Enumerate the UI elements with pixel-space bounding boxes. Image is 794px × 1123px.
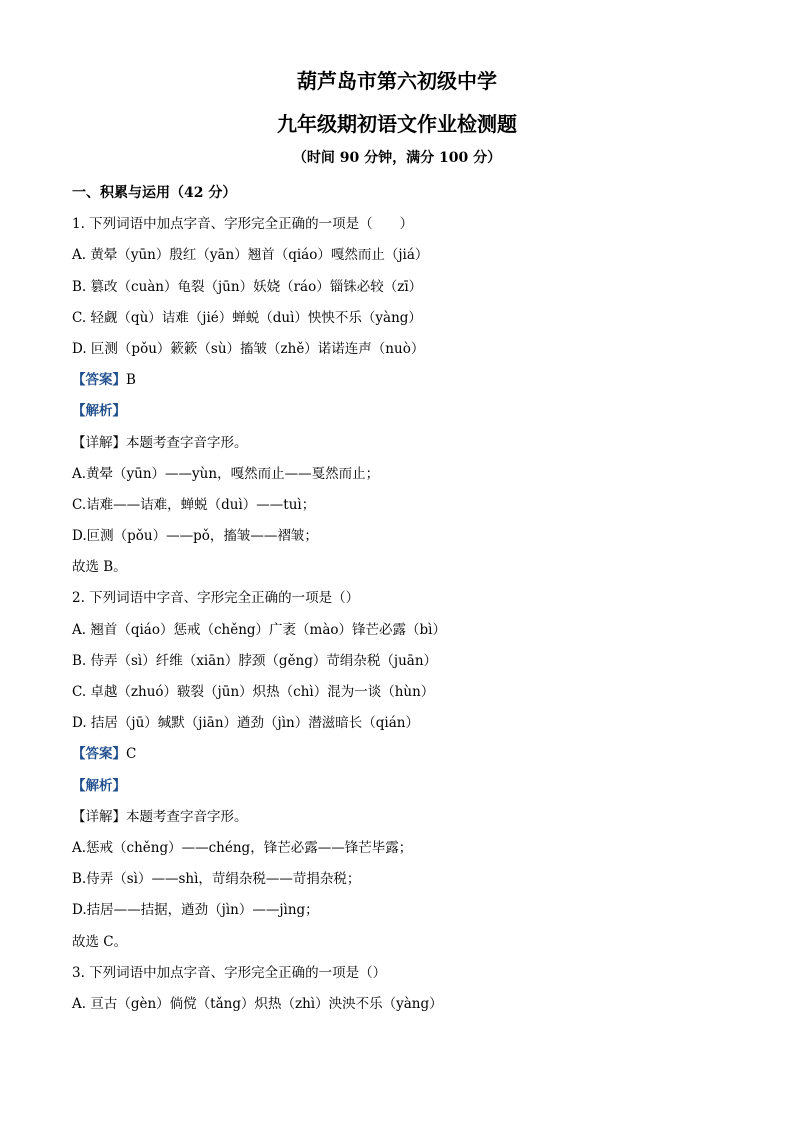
question-1-option-d: D. 叵测（pǒu）簌簌（sù）搐皱（zhě）诺诺连声（nuò） [72,340,425,357]
answer-value: B [126,372,136,389]
question-1-detail-line: C.诘难——诘难，蝉蜕（duì）——tuì； [72,496,316,513]
question-2-detail-line: D.拮居——拮据，遒劲（jìn）——jìng； [72,902,319,919]
question-2-stem: 2. 下列词语中字音、字形完全正确的一项是（） [72,590,360,607]
detail-intro: 本题考查字音字形。 [126,808,248,825]
question-2-option-c: C. 卓越（zhuó）皲裂（jūn）炽热（chì）混为一谈（hùn） [72,684,435,700]
question-2-analysis [72,772,732,803]
answer-tag: 【答案】 [72,746,126,763]
section-title: 一、积累与运用（42 分） [72,185,237,201]
question-2-detail [72,803,732,834]
question-2-answer [72,740,732,771]
question-1-answer [72,366,732,397]
answer-value: C [126,746,137,763]
question-1-detail-line: D.叵测（pǒu）——pǒ，搐皱——褶皱； [72,528,318,545]
question-1-option-a: A. 黄晕（yūn）殷红（yān）翘首（qiáo）嘎然而止（jiá） [72,247,429,264]
exam-title: 九年级期初语文作业检测题 [277,112,517,136]
detail-tag: 【详解】 [72,434,126,451]
exam-info: （时间 90 分钟，满分 100 分） [292,150,502,166]
detail-intro: 本题考查字音字形。 [126,434,248,451]
answer-tag: 【答案】 [72,372,126,389]
analysis-tag: 【解析】 [72,777,126,794]
question-2-conclusion: 故选 C。 [72,933,128,950]
question-1-stem: 1. 下列词语中加点字音、字形完全正确的一项是（ ） [72,216,414,233]
question-1-conclusion: 故选 B。 [72,559,127,576]
question-1-option-b: B. 篡改（cuàn）龟裂（jūn）妖娆（ráo）锱铢必较（zī） [72,278,423,295]
question-1-detail-line: A.黄晕（yūn）——yùn，嘎然而止——戛然而止； [72,465,380,482]
question-1-option-c: C. 轻觑（qù）诘难（jié）蝉蜕（duì）怏怏不乐（yàng） [72,309,422,326]
question-2-option-b: B. 侍弄（sì）纤维（xiān）脖颈（gěng）苛绢杂税（juān） [72,652,438,669]
question-1-detail [72,429,732,460]
question-2-option-d: D. 拮居（jū）缄默（jiān）遒劲（jìn）潜滋暗长（qián） [72,715,419,732]
analysis-tag: 【解析】 [72,403,126,420]
document-body [72,179,732,1021]
question-1-analysis [72,397,732,428]
question-2-detail-line: B.侍弄（sì）——shì，苛绢杂税——苛捐杂税； [72,871,361,888]
detail-tag: 【详解】 [72,808,126,825]
question-3-stem: 3. 下列词语中加点字音、字形完全正确的一项是（） [72,964,387,981]
school-title: 葫芦岛市第六初级中学 [297,69,497,93]
question-3-option-a: A. 亘古（gèn）倘傥（tǎng）炽热（zhì）泱泱不乐（yàng） [72,995,443,1012]
question-2-option-a: A. 翘首（qiáo）惩戒（chěng）广袤（mào）锋芒必露（bì） [72,621,446,638]
question-2-detail-line: A.惩戒（chěng）——chéng，锋芒必露——锋芒毕露； [72,839,413,856]
